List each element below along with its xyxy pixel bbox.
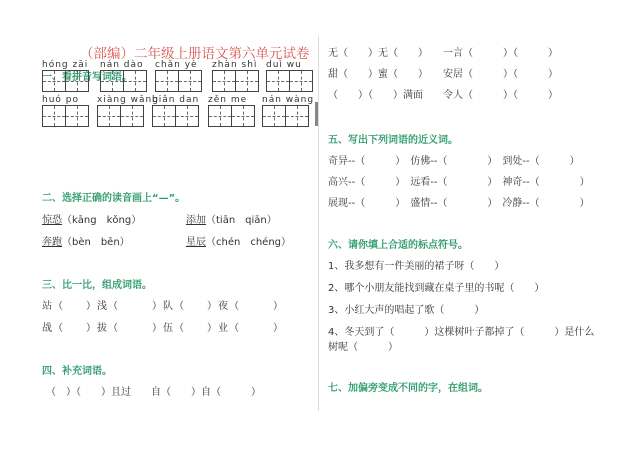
writing-boxes[interactable] [152, 105, 198, 127]
writing-box[interactable] [212, 70, 236, 92]
pinyin-label: zěn me [208, 95, 248, 105]
writing-box[interactable] [235, 70, 259, 92]
compare-row: 战（ ）拔（ ）伍（ ）业（ ） [42, 323, 284, 334]
pinyin-label: chǎn yè [155, 60, 198, 70]
idiom-line: 无（ ）无（ ） 一言（ ）（ ） [328, 48, 558, 59]
writing-box[interactable] [262, 105, 286, 127]
reading-item: 奔跑（bèn bēn） [42, 237, 130, 248]
reading-item: 星辰（chén chéng） [186, 237, 291, 248]
pinyin-label: duì wu [266, 60, 302, 70]
writing-boxes[interactable] [100, 70, 146, 92]
compare-row: 站（ ）浅（ ）队（ ）夜（ ） [42, 301, 284, 312]
pinyin-label: zhàn shì [212, 60, 258, 70]
scroll-marker [315, 102, 318, 126]
writing-box[interactable] [155, 70, 179, 92]
punctuation-line: 3、小红大声的唱起了歌（ ） [328, 305, 485, 316]
punctuation-line: 2、哪个小朋友能找到藏在桌子里的书呢（ ） [328, 283, 545, 294]
writing-box[interactable] [42, 70, 66, 92]
section-5-heading: 五、写出下列词语的近义词。 [328, 135, 458, 146]
section-1-heading: 一、看拼音写词语。 [42, 72, 132, 83]
page-title: （部编）二年级上册语文第六单元试卷 [80, 46, 310, 62]
punctuation-line: 1、我多想有一件美丽的裙子呀（ ） [328, 261, 505, 272]
pinyin-label: biǎn dan [152, 95, 200, 105]
writing-box[interactable] [289, 70, 313, 92]
idiom-line: （ ）（ ）且过 自（ ）自（ ） [46, 387, 261, 398]
writing-boxes[interactable] [42, 105, 88, 127]
writing-box[interactable] [178, 70, 202, 92]
writing-boxes[interactable] [155, 70, 201, 92]
writing-box[interactable] [152, 105, 176, 127]
writing-boxes[interactable] [42, 70, 88, 92]
writing-boxes[interactable] [208, 105, 254, 127]
writing-box[interactable] [175, 105, 199, 127]
punctuation-line: 4、冬天到了（ ）这棵树叶子都掉了（ ）是什么 [328, 327, 595, 338]
writing-box[interactable] [123, 70, 147, 92]
writing-box[interactable] [42, 105, 66, 127]
writing-box[interactable] [285, 105, 309, 127]
reading-item: 添加（tiān qiān） [186, 215, 277, 226]
writing-box[interactable] [100, 70, 124, 92]
writing-boxes[interactable] [212, 70, 258, 92]
section-6-heading: 六、请你填上合适的标点符号。 [328, 240, 468, 251]
pinyin-label: xiàng wǎng [97, 95, 159, 105]
pinyin-label: hóng zāi [42, 60, 89, 70]
writing-box[interactable] [266, 70, 290, 92]
synonym-row: 高兴--（ ） 远看--（ ） 神奇--（ ） [328, 177, 590, 188]
pinyin-label: nán dào [100, 60, 144, 70]
section-3-heading: 三、比一比，组成词语。 [42, 280, 152, 291]
writing-box[interactable] [65, 70, 89, 92]
writing-box[interactable] [231, 105, 255, 127]
synonym-row: 奇异--（ ） 仿佛--（ ） 到处--（ ） [328, 156, 580, 167]
writing-boxes[interactable] [262, 105, 308, 127]
reading-item: 惊恐（kāng kǒng） [42, 215, 142, 226]
writing-boxes[interactable] [97, 105, 143, 127]
punctuation-line: 树呢（ ） [328, 342, 398, 353]
synonym-row: 展现--（ ） 盛情--（ ） 冷静--（ ） [328, 198, 590, 209]
writing-box[interactable] [120, 105, 144, 127]
section-7-heading: 七、加偏旁变成不同的字，在组词。 [328, 383, 488, 394]
pinyin-label: huó po [42, 95, 79, 105]
pinyin-label: nán wàng [262, 95, 315, 105]
writing-box[interactable] [97, 105, 121, 127]
section-4-heading: 四、补充词语。 [42, 366, 112, 377]
writing-box[interactable] [65, 105, 89, 127]
section-2-heading: 二、选择正确的读音画上“—”。 [42, 193, 186, 204]
column-divider [318, 36, 319, 411]
writing-box[interactable] [208, 105, 232, 127]
idiom-line: （ ）（ ）满面 令人（ ）（ ） [328, 90, 558, 101]
idiom-line: 甜（ ）蜜（ ） 安居（ ）（ ） [328, 69, 558, 80]
writing-boxes[interactable] [266, 70, 312, 92]
